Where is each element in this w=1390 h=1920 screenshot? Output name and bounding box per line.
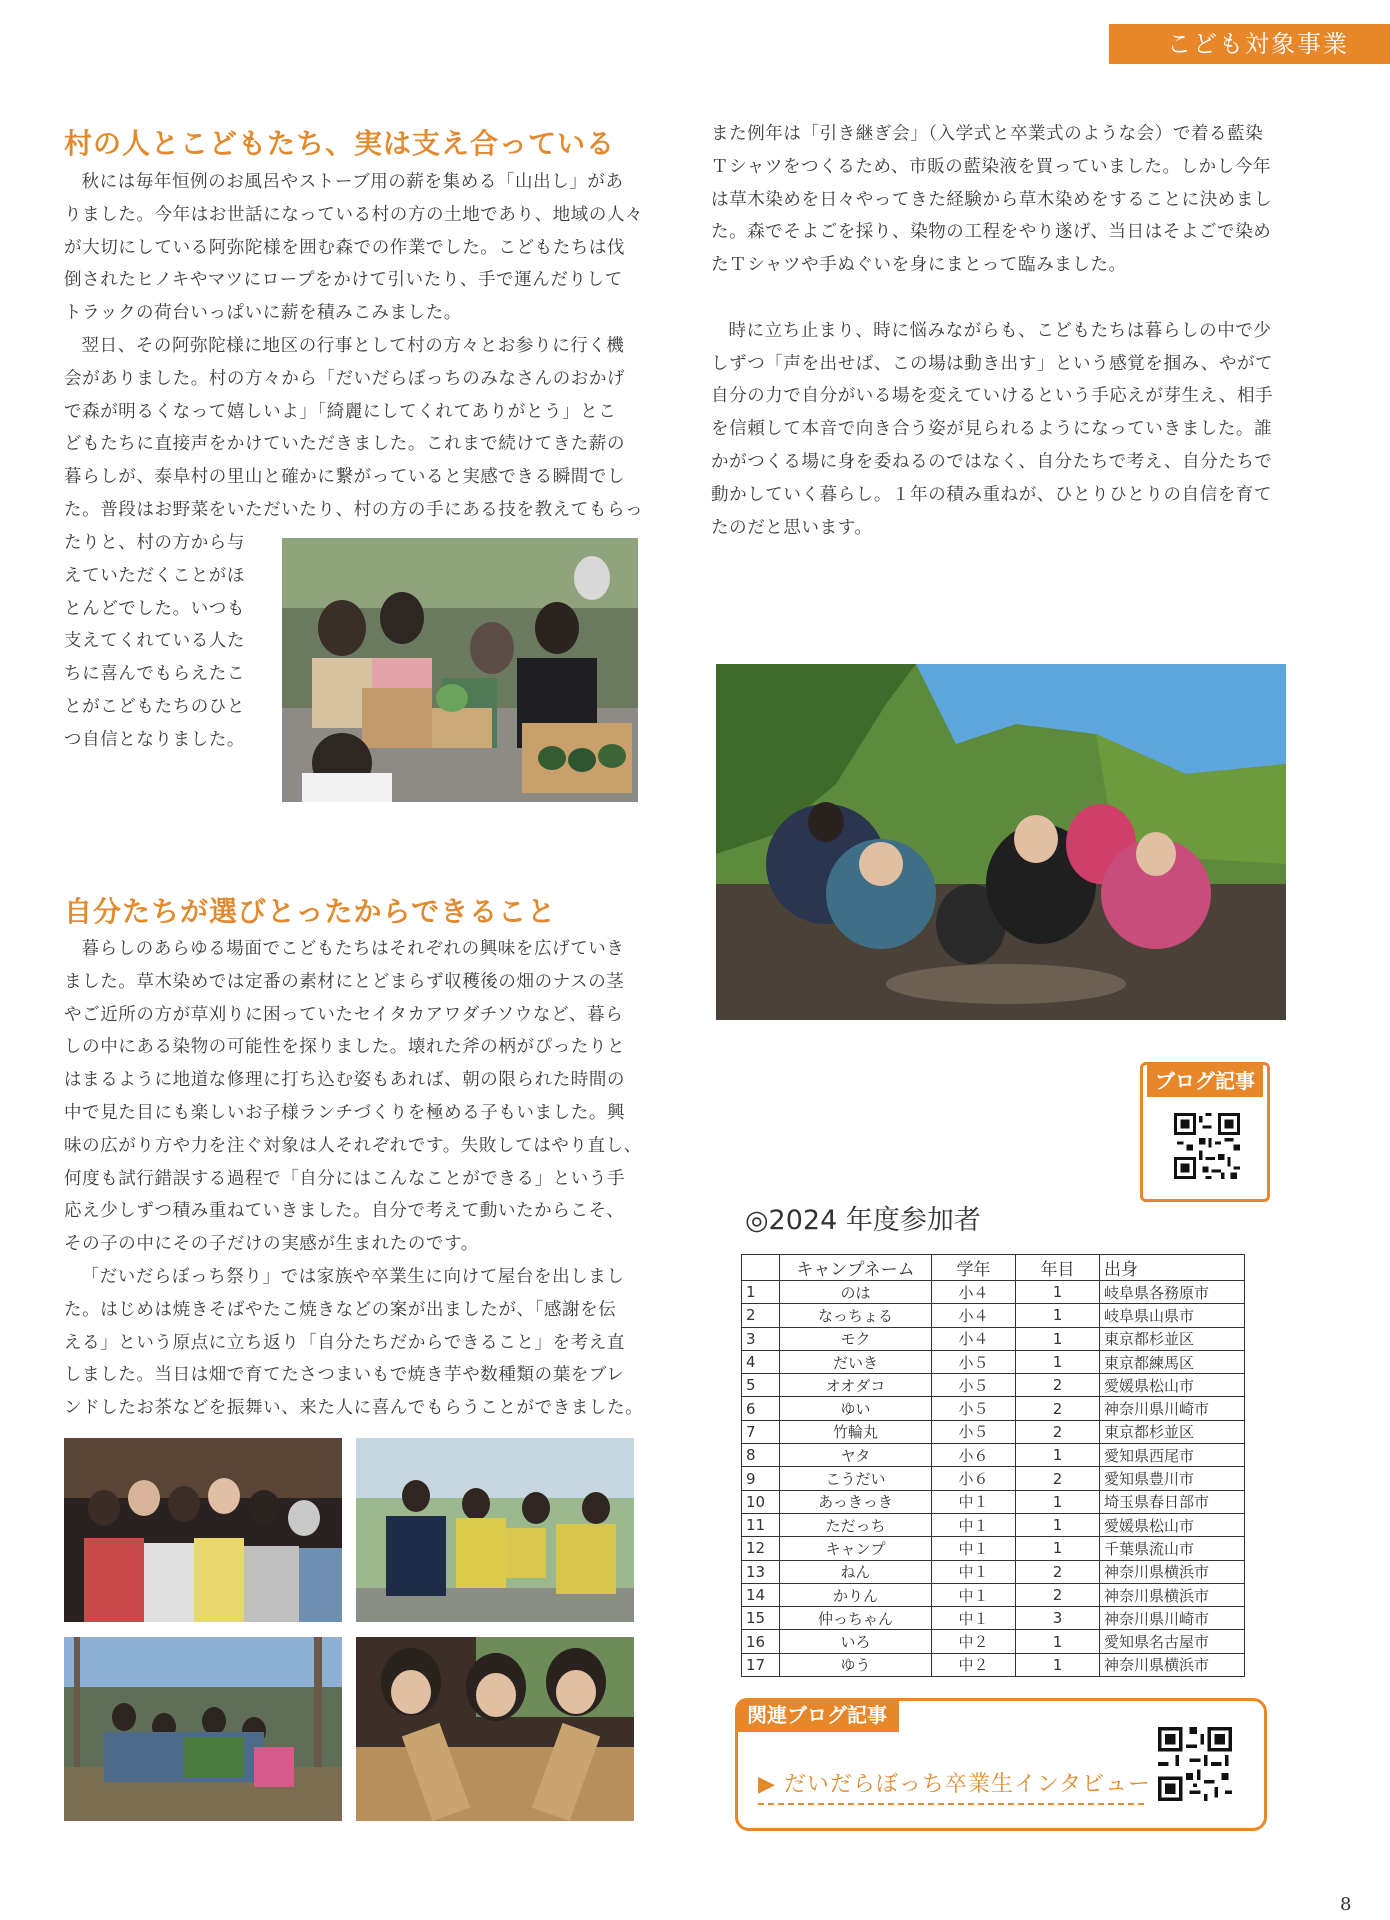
origin-cell: 神奈川県川崎市 — [1100, 1397, 1245, 1420]
right-paragraph-1 — [711, 118, 1301, 282]
text-line: また例年は「引き継ぎ会」（入学式と卒業式のような会）で着る藍染 — [711, 124, 1264, 144]
text-line: えていただくことがほ — [64, 565, 245, 586]
participants-table — [741, 1254, 1245, 1677]
text-line: はまるように地道な修理に打ち込む姿もあれば、朝の限られた時間の — [64, 1070, 626, 1091]
text-line: やご近所の方が草刈りに困っていたセイタカアワダチソウなど、暮ら — [64, 1004, 624, 1025]
text-line: ンドしたお茶などを振舞い、来た人に喜んでもらうことができました。 — [64, 1398, 644, 1419]
text-line: とがこどもたちのひと — [64, 696, 245, 717]
text-line: つ自信となりました。 — [64, 729, 245, 750]
text-line: 何度も試行錯誤する過程で「自分にはこんなことができる」という手 — [64, 1168, 626, 1189]
years-cell: 1 — [1016, 1444, 1100, 1467]
table-row — [742, 1607, 1245, 1630]
years-cell: 1 — [1016, 1490, 1100, 1513]
text-line: 会がありました。村の方々から「だいだらぼっちのみなさんのおかげ — [64, 368, 626, 389]
grade-cell: 中１ — [932, 1583, 1016, 1606]
photo-mud-play — [716, 664, 1286, 1020]
years-cell: 1 — [1016, 1537, 1100, 1560]
years-cell: 2 — [1016, 1467, 1100, 1490]
text-line: 「だいだらぼっち祭り」では家族や卒業生に向けて屋台を出しまし — [81, 1266, 625, 1287]
text-line: た。普段はお野菜をいただいたり、村の方の手にある技を教えてもらっ — [64, 499, 644, 520]
camp-name-cell: こうだい — [780, 1467, 932, 1490]
text-line: りました。今年はお世話になっている村の方の土地であり、地域の人々 — [64, 204, 644, 225]
camp-name-cell: ゆう — [780, 1653, 932, 1676]
header-years: 年目 — [1016, 1255, 1100, 1281]
grade-cell: 小４ — [932, 1304, 1016, 1327]
participants-body — [742, 1281, 1245, 1677]
text-line: た。はじめは焼きそばやたこ焼きなどの案が出ましたが、「感謝を伝 — [64, 1299, 617, 1320]
related-qr-code[interactable] — [1158, 1727, 1232, 1801]
table-row — [742, 1583, 1245, 1606]
text-line: しました。当日は畑で育てたさつまいもで焼き芋や数種類の葉をブレ — [64, 1365, 625, 1386]
origin-cell: 東京都杉並区 — [1100, 1420, 1245, 1443]
text-line: 支えてくれている人た — [64, 631, 245, 652]
years-cell: 2 — [1016, 1374, 1100, 1397]
text-line: どもたちに直接声をかけていただきました。これまで続けてきた薪の — [64, 434, 626, 455]
table-row — [742, 1560, 1245, 1583]
table-row — [742, 1281, 1245, 1304]
table-row — [742, 1374, 1245, 1397]
camp-name-cell: ゆい — [780, 1397, 932, 1420]
text-line: トラックの荷台いっぱいに薪を積みこみました。 — [64, 303, 462, 324]
years-cell: 1 — [1016, 1281, 1100, 1304]
grade-cell: 小６ — [932, 1444, 1016, 1467]
header-grade: 学年 — [932, 1255, 1016, 1281]
table-row — [742, 1490, 1245, 1513]
camp-name-cell: ヤタ — [780, 1444, 932, 1467]
camp-name-cell: ねん — [780, 1560, 932, 1583]
row-number-cell: 1 — [742, 1281, 780, 1304]
camp-name-cell: モク — [780, 1327, 932, 1350]
text-line: は草木染めを日々やってきた経験から草木染めをすることに決めまし — [711, 189, 1273, 210]
row-number-cell: 12 — [742, 1537, 780, 1560]
grade-cell: 中１ — [932, 1607, 1016, 1630]
section2-paragraph-1 — [64, 933, 664, 1261]
photo-festival-group — [64, 1438, 342, 1622]
text-line: 秋には毎年恒例のお風呂やストーブ用の薪を集める「山出し」があ — [81, 172, 624, 192]
origin-cell: 愛媛県松山市 — [1100, 1513, 1245, 1536]
grade-cell: 中１ — [932, 1490, 1016, 1513]
years-cell: 2 — [1016, 1583, 1100, 1606]
origin-cell: 岐阜県山県市 — [1100, 1304, 1245, 1327]
section1-paragraph-3 — [64, 527, 264, 757]
text-line: たＴシャツや手ぬぐいを身にまとって臨みました。 — [711, 255, 1127, 276]
grade-cell: 中１ — [932, 1537, 1016, 1560]
table-row — [742, 1397, 1245, 1420]
blog-label: ブログ記事 — [1147, 1065, 1263, 1097]
text-line: が大切にしている阿弥陀様を囲む森での作業でした。こどもたちは伐 — [64, 237, 626, 258]
camp-name-cell: ただっち — [780, 1513, 932, 1536]
row-number-cell: 4 — [742, 1350, 780, 1373]
origin-cell: 神奈川県横浜市 — [1100, 1653, 1245, 1676]
right-paragraph-2 — [711, 315, 1301, 545]
text-line: かがつくる場に身を委ねるのではなく、自分たちで考え、自分たちで — [711, 451, 1273, 472]
table-row — [742, 1630, 1245, 1653]
grade-cell: 小５ — [932, 1374, 1016, 1397]
row-number-cell: 9 — [742, 1467, 780, 1490]
text-line: た。森でそよごを採り、染物の工程をやり遂げ、当日はそよごで染め — [711, 222, 1272, 243]
years-cell: 3 — [1016, 1607, 1100, 1630]
row-number-cell: 5 — [742, 1374, 780, 1397]
grade-cell: 小４ — [932, 1327, 1016, 1350]
grade-cell: 小５ — [932, 1397, 1016, 1420]
text-line: を信頼して本音で向き合う姿が見られるようになっていきました。誰 — [711, 419, 1273, 440]
camp-name-cell: キャンプ — [780, 1537, 932, 1560]
section1-paragraph-2 — [64, 330, 654, 527]
camp-name-cell: 仲っちゃん — [780, 1607, 932, 1630]
text-line: Ｔシャツをつくるため、市販の藍染液を買っていました。しかし今年 — [711, 156, 1272, 177]
row-number-cell: 8 — [742, 1444, 780, 1467]
text-line: しずつ「声を出せば、この場は動き出す」という感覚を掴み、やがて — [711, 353, 1274, 374]
origin-cell: 千葉県流山市 — [1100, 1537, 1245, 1560]
row-number-cell: 11 — [742, 1513, 780, 1536]
years-cell: 2 — [1016, 1560, 1100, 1583]
text-line: ました。草木染めでは定番の素材にとどまらず収穫後の畑のナスの茎 — [64, 971, 625, 992]
origin-cell: 愛媛県松山市 — [1100, 1374, 1245, 1397]
photo-villagers-harvest — [282, 538, 638, 802]
origin-cell: 神奈川県横浜市 — [1100, 1583, 1245, 1606]
photo-forest-firewood — [64, 1637, 342, 1821]
grade-cell: 中１ — [932, 1513, 1016, 1536]
section2-paragraph-2 — [64, 1261, 664, 1425]
origin-cell: 東京都杉並区 — [1100, 1327, 1245, 1350]
origin-cell: 愛知県西尾市 — [1100, 1444, 1245, 1467]
row-number-cell: 16 — [742, 1630, 780, 1653]
table-row — [742, 1653, 1245, 1676]
text-line: とんどでした。いつも — [64, 598, 245, 619]
table-row — [742, 1304, 1245, 1327]
text-line: しの中にある染物の可能性を探りました。壊れた斧の柄がぴったりと — [64, 1037, 626, 1058]
camp-name-cell: あっきっき — [780, 1490, 932, 1513]
text-line: 翌日、その阿弥陀様に地区の行事として村の方々とお参りに行く機 — [81, 335, 625, 356]
text-line: 自分の力で自分がいる場を変えていけるという手応えが芽生え、相手 — [711, 386, 1274, 407]
table-row — [742, 1350, 1245, 1373]
section1-heading: 村の人とこどもたち、実は支え合っている — [64, 127, 616, 160]
origin-cell: 埼玉県春日部市 — [1100, 1490, 1245, 1513]
camp-name-cell: かりん — [780, 1583, 932, 1606]
blog-qr-box[interactable] — [1140, 1062, 1270, 1202]
origin-cell: 愛知県豊川市 — [1100, 1467, 1245, 1490]
years-cell: 2 — [1016, 1397, 1100, 1420]
years-cell: 1 — [1016, 1350, 1100, 1373]
section-tag: こども対象事業 — [1109, 24, 1390, 64]
text-line: で森が明るくなって嬉しいよ」「綺麗にしてくれてありがとう」とこ — [64, 401, 617, 422]
grade-cell: 中２ — [932, 1653, 1016, 1676]
text-line: 動かしていく暮らし。１年の積み重ねが、ひとりひとりの自信を育て — [711, 484, 1273, 505]
text-line: える」という原点に立ち返り「自分たちだからできること」を考え直 — [64, 1332, 625, 1353]
grade-cell: 小５ — [932, 1420, 1016, 1443]
row-number-cell: 6 — [742, 1397, 780, 1420]
related-blog-label: 関連ブログ記事 — [735, 1698, 899, 1732]
grade-cell: 小６ — [932, 1467, 1016, 1490]
section1-text-top — [64, 166, 654, 527]
text-line: 暮らしが、泰阜村の里山と確かに繋がっていると実感できる瞬間でし — [64, 467, 626, 488]
table-row — [742, 1537, 1245, 1560]
grade-cell: 小５ — [932, 1350, 1016, 1373]
years-cell: 1 — [1016, 1513, 1100, 1536]
table-row — [742, 1513, 1245, 1536]
section1-text-wrap — [64, 527, 264, 757]
origin-cell: 岐阜県各務原市 — [1100, 1281, 1245, 1304]
text-line: 時に立ち止まり、時に悩みながらも、こどもたちは暮らしの中で少 — [728, 320, 1272, 341]
photo-dyed-cloth — [356, 1438, 634, 1622]
origin-cell: 東京都練馬区 — [1100, 1350, 1245, 1373]
blog-qr-code[interactable] — [1174, 1113, 1240, 1179]
row-number-cell: 3 — [742, 1327, 780, 1350]
row-number-cell: 14 — [742, 1583, 780, 1606]
row-number-cell: 15 — [742, 1607, 780, 1630]
origin-cell: 神奈川県川崎市 — [1100, 1607, 1245, 1630]
row-number-cell: 13 — [742, 1560, 780, 1583]
grade-cell: 小４ — [932, 1281, 1016, 1304]
grade-cell: 中２ — [932, 1630, 1016, 1653]
years-cell: 1 — [1016, 1630, 1100, 1653]
section1-paragraph-1 — [64, 166, 654, 330]
header-camp-name: キャンプネーム — [780, 1255, 932, 1281]
section2-heading: 自分たちが選びとったからできること — [64, 895, 557, 928]
table-header-row — [742, 1255, 1245, 1281]
header-origin: 出身 — [1100, 1255, 1245, 1281]
participants-title: ◎2024 年度参加者 — [745, 1205, 981, 1236]
table-row — [742, 1467, 1245, 1490]
table-row — [742, 1444, 1245, 1467]
years-cell: 1 — [1016, 1653, 1100, 1676]
origin-cell: 神奈川県横浜市 — [1100, 1560, 1245, 1583]
text-line: 倒されたヒノキやマツにロープをかけて引いたり、手で運んだりして — [64, 270, 623, 291]
text-line: その子の中にその子だけの実感が生まれたのです。 — [64, 1234, 479, 1255]
right-column-text — [711, 118, 1301, 544]
photo-roots-harvest — [356, 1637, 634, 1821]
camp-name-cell: なっちょる — [780, 1304, 932, 1327]
related-blog-box — [735, 1698, 1267, 1831]
header-no — [742, 1255, 780, 1281]
page-number: 8 — [1340, 1894, 1352, 1915]
row-number-cell: 17 — [742, 1653, 780, 1676]
years-cell: 1 — [1016, 1327, 1100, 1350]
row-number-cell: 10 — [742, 1490, 780, 1513]
related-blog-link[interactable]: ▶ だいだらぼっち卒業生インタビュー — [758, 1772, 1152, 1797]
row-number-cell: 7 — [742, 1420, 780, 1443]
text-line: ちに喜んでもらえたこ — [64, 664, 245, 685]
text-line: 味の広がり方や力を注ぐ対象は人それぞれです。失敗してはやり直し、 — [64, 1135, 642, 1156]
camp-name-cell: オオダコ — [780, 1374, 932, 1397]
grade-cell: 中１ — [932, 1560, 1016, 1583]
row-number-cell: 2 — [742, 1304, 780, 1327]
text-line: 応え少しずつ積み重ねていきました。自分で考えて動いたからこそ、 — [64, 1201, 625, 1222]
years-cell: 1 — [1016, 1304, 1100, 1327]
camp-name-cell: のは — [780, 1281, 932, 1304]
table-row — [742, 1420, 1245, 1443]
camp-name-cell: 竹輪丸 — [780, 1420, 932, 1443]
table-row — [742, 1327, 1245, 1350]
camp-name-cell: いろ — [780, 1630, 932, 1653]
text-line: 中で見た目にも楽しいお子様ランチづくりを極める子もいました。興 — [64, 1102, 626, 1123]
text-line: 暮らしのあらゆる場面でこどもたちはそれぞれの興味を広げていき — [81, 939, 625, 959]
origin-cell: 愛知県名古屋市 — [1100, 1630, 1245, 1653]
years-cell: 2 — [1016, 1420, 1100, 1443]
text-line: たりと、村の方から与 — [64, 533, 245, 553]
text-line: たのだと思います。 — [711, 517, 873, 538]
link-underline — [758, 1803, 1144, 1805]
camp-name-cell: だいき — [780, 1350, 932, 1373]
section2-text — [64, 933, 664, 1425]
